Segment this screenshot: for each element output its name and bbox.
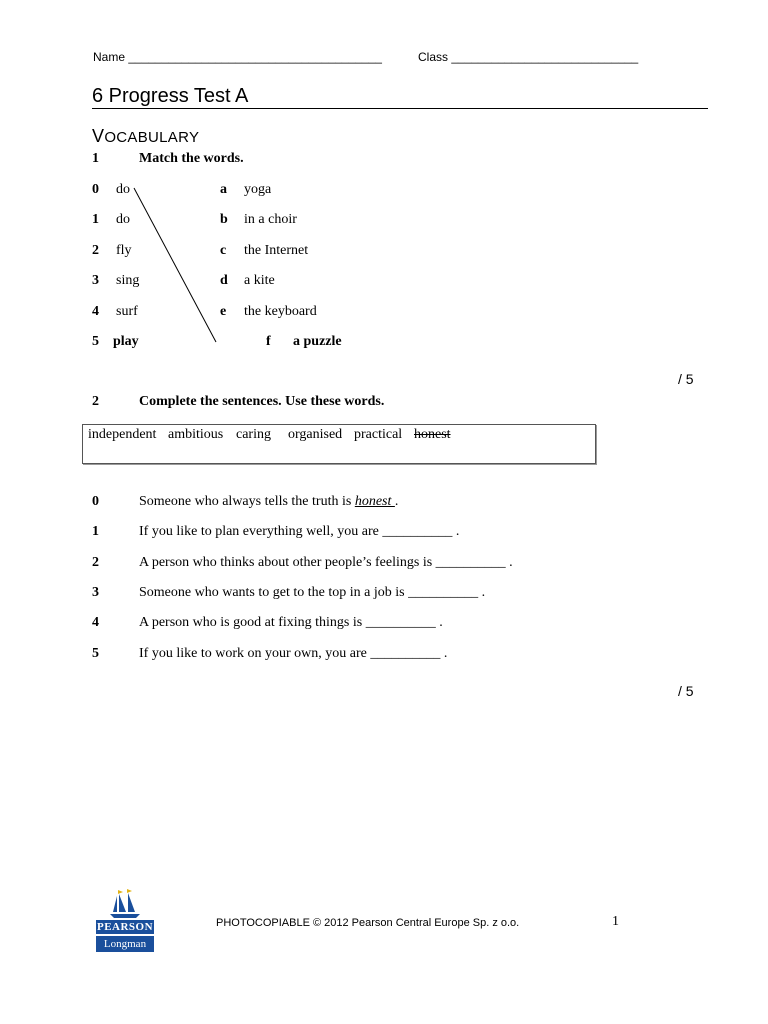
name-blank: ______________________________________ bbox=[128, 50, 382, 64]
exercise1-instruction: Match the words. bbox=[139, 151, 244, 166]
word-box-item: caring bbox=[236, 427, 271, 442]
exercise2-number: 2 bbox=[92, 394, 99, 409]
ex2-item-text bbox=[139, 494, 398, 510]
word-box-item: organised bbox=[288, 427, 343, 442]
class-blank: ____________________________ bbox=[451, 50, 639, 64]
ex2-item-after: . bbox=[394, 494, 399, 509]
ex2-item-num: 5 bbox=[92, 646, 99, 661]
exercise1-number: 1 bbox=[92, 151, 99, 166]
exercise1-score: / 5 bbox=[678, 371, 694, 387]
ex2-item-num: 1 bbox=[92, 524, 99, 539]
logo-brand: PEARSON bbox=[96, 921, 154, 933]
section-rest: OCABULARY bbox=[104, 129, 200, 146]
ex1-right-letter: d bbox=[220, 273, 228, 288]
ex1-right-word: the Internet bbox=[244, 243, 309, 258]
ex1-right-word: a puzzle bbox=[293, 334, 342, 349]
ex2-item-num: 2 bbox=[92, 555, 99, 570]
ex1-right-letter: b bbox=[220, 212, 228, 227]
ex1-left-word: surf bbox=[116, 304, 138, 319]
word-box-item: ambitious bbox=[168, 427, 224, 442]
ex2-item-text: Someone who wants to get to the top in a job is __________ . bbox=[139, 585, 486, 600]
word-box bbox=[82, 424, 596, 464]
name-label: Name bbox=[93, 50, 126, 64]
page-title: 6 Progress Test A bbox=[92, 85, 249, 107]
ex1-left-num: 4 bbox=[92, 304, 99, 319]
word-box-item: practical bbox=[354, 427, 403, 442]
ex1-left-num: 2 bbox=[92, 243, 99, 258]
ex1-right-word: the keyboard bbox=[244, 304, 317, 319]
ex1-left-word: play bbox=[113, 334, 139, 349]
ex1-left-num: 0 bbox=[92, 182, 99, 197]
ex1-left-word: do bbox=[116, 182, 130, 197]
pearson-longman-logo bbox=[96, 888, 154, 954]
ex1-right-word: a kite bbox=[244, 273, 275, 288]
ex1-left-num: 5 bbox=[92, 334, 99, 349]
ex1-right-letter: f bbox=[266, 334, 271, 349]
ex2-item-text: A person who is good at fixing things is __________ . bbox=[139, 615, 443, 630]
ex1-right-letter: c bbox=[220, 243, 227, 258]
ex2-item-text: A person who thinks about other people’s feelings is __________ . bbox=[139, 555, 513, 570]
ex1-right-word: in a choir bbox=[244, 212, 297, 227]
ex2-item-num: 4 bbox=[92, 615, 99, 630]
ex2-item-num: 0 bbox=[92, 494, 99, 509]
page-number: 1 bbox=[612, 914, 619, 929]
ex1-left-word: sing bbox=[116, 273, 140, 288]
exercise2-instruction: Complete the sentences. Use these words. bbox=[139, 394, 385, 409]
ex1-right-letter: e bbox=[220, 304, 227, 319]
ex1-left-word: fly bbox=[116, 243, 132, 258]
ex2-example-answer: honest bbox=[354, 494, 395, 509]
ex2-item-text: If you like to plan everything well, you are __________ . bbox=[139, 524, 460, 539]
logo-sub: Longman bbox=[96, 936, 154, 952]
ex1-right-word: yoga bbox=[244, 182, 272, 197]
class-label: Class bbox=[418, 50, 449, 64]
ex1-right-letter: a bbox=[220, 182, 227, 197]
ex1-left-word: do bbox=[116, 212, 130, 227]
ex2-item-text: If you like to work on your own, you are __________ . bbox=[139, 646, 448, 661]
ex1-left-num: 3 bbox=[92, 273, 99, 288]
footer-copyright: PHOTOCOPIABLE © 2012 Pearson Central Europe Sp. z o.o. bbox=[216, 917, 520, 929]
word-box-item-used: honest bbox=[414, 427, 451, 442]
section-first-letter: V bbox=[92, 126, 105, 146]
ex2-item-num: 3 bbox=[92, 585, 99, 600]
exercise2-score: / 5 bbox=[678, 683, 694, 699]
ex1-left-num: 1 bbox=[92, 212, 99, 227]
ex2-item-before: Someone who always tells the truth is bbox=[139, 494, 355, 509]
word-box-item: independent bbox=[88, 427, 157, 442]
ship-icon bbox=[96, 888, 154, 920]
